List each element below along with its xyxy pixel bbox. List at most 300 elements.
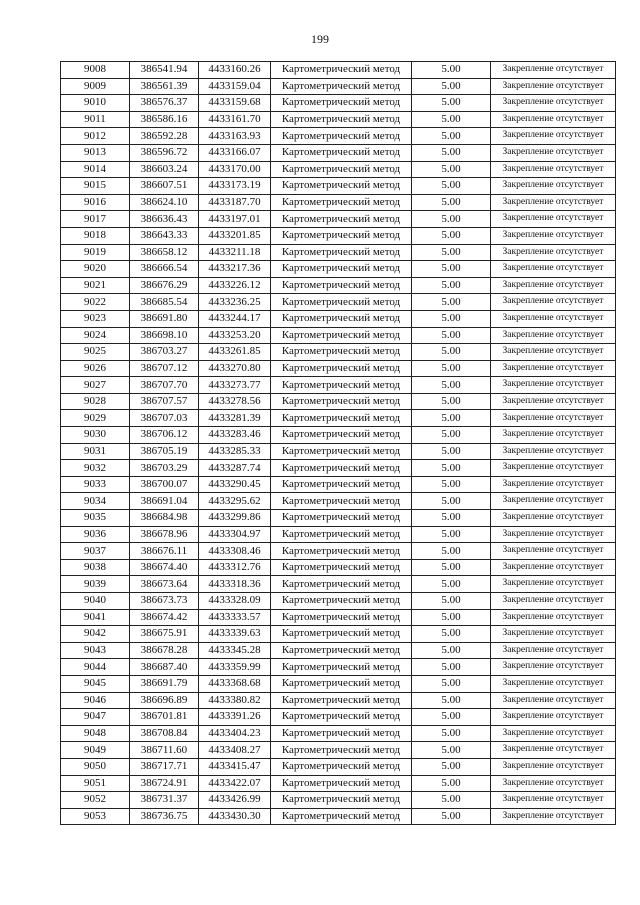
method-cell: Картометрический метод (271, 344, 412, 361)
method-cell: Картометрический метод (271, 543, 412, 560)
method-cell: Картометрический метод (271, 294, 412, 311)
method-cell: Картометрический метод (271, 161, 412, 178)
accuracy-cell: 5.00 (412, 244, 491, 261)
y-coordinate-cell: 4433328.09 (199, 593, 271, 610)
method-cell: Картометрический метод (271, 642, 412, 659)
x-coordinate-cell: 386658.12 (130, 244, 199, 261)
y-coordinate-cell: 4433278.56 (199, 393, 271, 410)
point-number-cell: 9050 (61, 758, 130, 775)
table-row (61, 609, 616, 626)
fixation-cell: Закрепление отсутствует (491, 808, 616, 825)
accuracy-cell: 5.00 (412, 128, 491, 145)
table-row (61, 675, 616, 692)
accuracy-cell: 5.00 (412, 178, 491, 195)
y-coordinate-cell: 4433368.68 (199, 675, 271, 692)
fixation-cell: Закрепление отсутствует (491, 427, 616, 444)
accuracy-cell: 5.00 (412, 526, 491, 543)
y-coordinate-cell: 4433187.70 (199, 194, 271, 211)
point-number-cell: 9024 (61, 327, 130, 344)
table-row (61, 725, 616, 742)
method-cell: Картометрический метод (271, 178, 412, 195)
method-cell: Картометрический метод (271, 261, 412, 278)
accuracy-cell: 5.00 (412, 62, 491, 79)
table-row (61, 393, 616, 410)
table-row (61, 792, 616, 809)
point-number-cell: 9018 (61, 227, 130, 244)
table-row (61, 78, 616, 95)
x-coordinate-cell: 386707.12 (130, 360, 199, 377)
method-cell: Картометрический метод (271, 310, 412, 327)
y-coordinate-cell: 4433159.68 (199, 95, 271, 112)
x-coordinate-cell: 386717.71 (130, 758, 199, 775)
fixation-cell: Закрепление отсутствует (491, 675, 616, 692)
fixation-cell: Закрепление отсутствует (491, 576, 616, 593)
accuracy-cell: 5.00 (412, 78, 491, 95)
x-coordinate-cell: 386675.91 (130, 626, 199, 643)
x-coordinate-cell: 386596.72 (130, 144, 199, 161)
x-coordinate-cell: 386691.80 (130, 310, 199, 327)
accuracy-cell: 5.00 (412, 692, 491, 709)
accuracy-cell: 5.00 (412, 675, 491, 692)
method-cell: Картометрический метод (271, 792, 412, 809)
table-row (61, 95, 616, 112)
point-number-cell: 9038 (61, 559, 130, 576)
x-coordinate-cell: 386691.04 (130, 493, 199, 510)
fixation-cell: Закрепление отсутствует (491, 393, 616, 410)
accuracy-cell: 5.00 (412, 410, 491, 427)
y-coordinate-cell: 4433295.62 (199, 493, 271, 510)
method-cell: Картометрический метод (271, 393, 412, 410)
x-coordinate-cell: 386691.79 (130, 675, 199, 692)
table-row (61, 692, 616, 709)
y-coordinate-cell: 4433281.39 (199, 410, 271, 427)
x-coordinate-cell: 386541.94 (130, 62, 199, 79)
x-coordinate-cell: 386707.70 (130, 377, 199, 394)
x-coordinate-cell: 386586.16 (130, 111, 199, 128)
table-row (61, 775, 616, 792)
y-coordinate-cell: 4433415.47 (199, 758, 271, 775)
y-coordinate-cell: 4433404.23 (199, 725, 271, 742)
x-coordinate-cell: 386636.43 (130, 211, 199, 228)
method-cell: Картометрический метод (271, 360, 412, 377)
fixation-cell: Закрепление отсутствует (491, 294, 616, 311)
x-coordinate-cell: 386736.75 (130, 808, 199, 825)
fixation-cell: Закрепление отсутствует (491, 111, 616, 128)
x-coordinate-cell: 386706.12 (130, 427, 199, 444)
table-row (61, 758, 616, 775)
point-number-cell: 9045 (61, 675, 130, 692)
x-coordinate-cell: 386687.40 (130, 659, 199, 676)
x-coordinate-cell: 386707.03 (130, 410, 199, 427)
table-row (61, 194, 616, 211)
table-row (61, 327, 616, 344)
point-number-cell: 9017 (61, 211, 130, 228)
method-cell: Картометрический метод (271, 111, 412, 128)
page-number: 199 (311, 32, 329, 46)
y-coordinate-cell: 4433308.46 (199, 543, 271, 560)
y-coordinate-cell: 4433166.07 (199, 144, 271, 161)
accuracy-cell: 5.00 (412, 294, 491, 311)
fixation-cell: Закрепление отсутствует (491, 95, 616, 112)
point-number-cell: 9039 (61, 576, 130, 593)
y-coordinate-cell: 4433159.04 (199, 78, 271, 95)
table-row (61, 709, 616, 726)
method-cell: Картометрический метод (271, 211, 412, 228)
fixation-cell: Закрепление отсутствует (491, 244, 616, 261)
accuracy-cell: 5.00 (412, 659, 491, 676)
x-coordinate-cell: 386703.27 (130, 344, 199, 361)
table-row (61, 144, 616, 161)
y-coordinate-cell: 4433345.28 (199, 642, 271, 659)
accuracy-cell: 5.00 (412, 194, 491, 211)
table-row (61, 493, 616, 510)
table-row (61, 128, 616, 145)
accuracy-cell: 5.00 (412, 609, 491, 626)
y-coordinate-cell: 4433333.57 (199, 609, 271, 626)
table-row (61, 360, 616, 377)
fixation-cell: Закрепление отсутствует (491, 178, 616, 195)
point-number-cell: 9030 (61, 427, 130, 444)
table-row (61, 227, 616, 244)
accuracy-cell: 5.00 (412, 543, 491, 560)
y-coordinate-cell: 4433261.85 (199, 344, 271, 361)
x-coordinate-cell: 386643.33 (130, 227, 199, 244)
fixation-cell: Закрепление отсутствует (491, 327, 616, 344)
fixation-cell: Закрепление отсутствует (491, 460, 616, 477)
y-coordinate-cell: 4433217.36 (199, 261, 271, 278)
x-coordinate-cell: 386624.10 (130, 194, 199, 211)
fixation-cell: Закрепление отсутствует (491, 144, 616, 161)
x-coordinate-cell: 386696.89 (130, 692, 199, 709)
point-number-cell: 9008 (61, 62, 130, 79)
x-coordinate-cell: 386711.60 (130, 742, 199, 759)
method-cell: Картометрический метод (271, 95, 412, 112)
fixation-cell: Закрепление отсутствует (491, 161, 616, 178)
table-row (61, 510, 616, 527)
method-cell: Картометрический метод (271, 410, 412, 427)
x-coordinate-cell: 386707.57 (130, 393, 199, 410)
coordinates-table (60, 61, 616, 825)
x-coordinate-cell: 386666.54 (130, 261, 199, 278)
point-number-cell: 9044 (61, 659, 130, 676)
x-coordinate-cell: 386676.29 (130, 277, 199, 294)
point-number-cell: 9011 (61, 111, 130, 128)
fixation-cell: Закрепление отсутствует (491, 128, 616, 145)
x-coordinate-cell: 386607.51 (130, 178, 199, 195)
y-coordinate-cell: 4433236.25 (199, 294, 271, 311)
fixation-cell: Закрепление отсутствует (491, 626, 616, 643)
point-number-cell: 9048 (61, 725, 130, 742)
y-coordinate-cell: 4433285.33 (199, 443, 271, 460)
y-coordinate-cell: 4433318.36 (199, 576, 271, 593)
fixation-cell: Закрепление отсутствует (491, 78, 616, 95)
x-coordinate-cell: 386678.28 (130, 642, 199, 659)
point-number-cell: 9041 (61, 609, 130, 626)
method-cell: Картометрический метод (271, 692, 412, 709)
point-number-cell: 9016 (61, 194, 130, 211)
method-cell: Картометрический метод (271, 559, 412, 576)
method-cell: Картометрический метод (271, 675, 412, 692)
fixation-cell: Закрепление отсутствует (491, 194, 616, 211)
method-cell: Картометрический метод (271, 227, 412, 244)
point-number-cell: 9025 (61, 344, 130, 361)
y-coordinate-cell: 4433359.99 (199, 659, 271, 676)
accuracy-cell: 5.00 (412, 792, 491, 809)
accuracy-cell: 5.00 (412, 227, 491, 244)
table-row (61, 410, 616, 427)
x-coordinate-cell: 386576.37 (130, 95, 199, 112)
table-row (61, 642, 616, 659)
table-row (61, 476, 616, 493)
y-coordinate-cell: 4433244.17 (199, 310, 271, 327)
table-row (61, 111, 616, 128)
point-number-cell: 9023 (61, 310, 130, 327)
accuracy-cell: 5.00 (412, 344, 491, 361)
accuracy-cell: 5.00 (412, 161, 491, 178)
fixation-cell: Закрепление отсутствует (491, 609, 616, 626)
point-number-cell: 9020 (61, 261, 130, 278)
method-cell: Картометрический метод (271, 476, 412, 493)
fixation-cell: Закрепление отсутствует (491, 725, 616, 742)
accuracy-cell: 5.00 (412, 493, 491, 510)
point-number-cell: 9047 (61, 709, 130, 726)
point-number-cell: 9031 (61, 443, 130, 460)
fixation-cell: Закрепление отсутствует (491, 758, 616, 775)
table-row (61, 543, 616, 560)
point-number-cell: 9019 (61, 244, 130, 261)
x-coordinate-cell: 386708.84 (130, 725, 199, 742)
x-coordinate-cell: 386701.81 (130, 709, 199, 726)
point-number-cell: 9012 (61, 128, 130, 145)
point-number-cell: 9022 (61, 294, 130, 311)
table-row (61, 377, 616, 394)
accuracy-cell: 5.00 (412, 709, 491, 726)
y-coordinate-cell: 4433304.97 (199, 526, 271, 543)
x-coordinate-cell: 386705.19 (130, 443, 199, 460)
x-coordinate-cell: 386685.54 (130, 294, 199, 311)
accuracy-cell: 5.00 (412, 576, 491, 593)
method-cell: Картометрический метод (271, 194, 412, 211)
table-row (61, 344, 616, 361)
x-coordinate-cell: 386673.73 (130, 593, 199, 610)
method-cell: Картометрический метод (271, 609, 412, 626)
fixation-cell: Закрепление отсутствует (491, 227, 616, 244)
fixation-cell: Закрепление отсутствует (491, 344, 616, 361)
accuracy-cell: 5.00 (412, 211, 491, 228)
fixation-cell: Закрепление отсутствует (491, 742, 616, 759)
y-coordinate-cell: 4433430.30 (199, 808, 271, 825)
method-cell: Картометрический метод (271, 526, 412, 543)
point-number-cell: 9040 (61, 593, 130, 610)
method-cell: Картометрический метод (271, 493, 412, 510)
table-row (61, 244, 616, 261)
y-coordinate-cell: 4433163.93 (199, 128, 271, 145)
y-coordinate-cell: 4433287.74 (199, 460, 271, 477)
accuracy-cell: 5.00 (412, 808, 491, 825)
y-coordinate-cell: 4433253.20 (199, 327, 271, 344)
accuracy-cell: 5.00 (412, 95, 491, 112)
y-coordinate-cell: 4433270.80 (199, 360, 271, 377)
fixation-cell: Закрепление отсутствует (491, 659, 616, 676)
y-coordinate-cell: 4433201.85 (199, 227, 271, 244)
y-coordinate-cell: 4433226.12 (199, 277, 271, 294)
table-row (61, 427, 616, 444)
y-coordinate-cell: 4433170.00 (199, 161, 271, 178)
accuracy-cell: 5.00 (412, 310, 491, 327)
y-coordinate-cell: 4433391.26 (199, 709, 271, 726)
point-number-cell: 9014 (61, 161, 130, 178)
method-cell: Картометрический метод (271, 427, 412, 444)
fixation-cell: Закрепление отсутствует (491, 443, 616, 460)
method-cell: Картометрический метод (271, 758, 412, 775)
accuracy-cell: 5.00 (412, 758, 491, 775)
accuracy-cell: 5.00 (412, 360, 491, 377)
point-number-cell: 9052 (61, 792, 130, 809)
method-cell: Картометрический метод (271, 709, 412, 726)
x-coordinate-cell: 386698.10 (130, 327, 199, 344)
method-cell: Картометрический метод (271, 144, 412, 161)
table-row (61, 626, 616, 643)
accuracy-cell: 5.00 (412, 460, 491, 477)
table-row (61, 310, 616, 327)
x-coordinate-cell: 386603.24 (130, 161, 199, 178)
table-row (61, 659, 616, 676)
y-coordinate-cell: 4433422.07 (199, 775, 271, 792)
x-coordinate-cell: 386592.28 (130, 128, 199, 145)
method-cell: Картометрический метод (271, 377, 412, 394)
method-cell: Картометрический метод (271, 659, 412, 676)
fixation-cell: Закрепление отсутствует (491, 261, 616, 278)
point-number-cell: 9028 (61, 393, 130, 410)
table-row (61, 559, 616, 576)
y-coordinate-cell: 4433197.01 (199, 211, 271, 228)
method-cell: Картометрический метод (271, 62, 412, 79)
fixation-cell: Закрепление отсутствует (491, 510, 616, 527)
fixation-cell: Закрепление отсутствует (491, 493, 616, 510)
x-coordinate-cell: 386676.11 (130, 543, 199, 560)
point-number-cell: 9010 (61, 95, 130, 112)
point-number-cell: 9032 (61, 460, 130, 477)
accuracy-cell: 5.00 (412, 377, 491, 394)
method-cell: Картометрический метод (271, 443, 412, 460)
fixation-cell: Закрепление отсутствует (491, 310, 616, 327)
method-cell: Картометрический метод (271, 808, 412, 825)
x-coordinate-cell: 386674.40 (130, 559, 199, 576)
y-coordinate-cell: 4433408.27 (199, 742, 271, 759)
accuracy-cell: 5.00 (412, 510, 491, 527)
x-coordinate-cell: 386724.91 (130, 775, 199, 792)
fixation-cell: Закрепление отсутствует (491, 543, 616, 560)
point-number-cell: 9046 (61, 692, 130, 709)
method-cell: Картометрический метод (271, 742, 412, 759)
table-row (61, 443, 616, 460)
fixation-cell: Закрепление отсутствует (491, 476, 616, 493)
accuracy-cell: 5.00 (412, 327, 491, 344)
table-row (61, 261, 616, 278)
table-body (61, 62, 616, 825)
y-coordinate-cell: 4433380.82 (199, 692, 271, 709)
table-row (61, 526, 616, 543)
accuracy-cell: 5.00 (412, 277, 491, 294)
fixation-cell: Закрепление отсутствует (491, 559, 616, 576)
accuracy-cell: 5.00 (412, 111, 491, 128)
fixation-cell: Закрепление отсутствует (491, 360, 616, 377)
fixation-cell: Закрепление отсутствует (491, 62, 616, 79)
x-coordinate-cell: 386673.64 (130, 576, 199, 593)
point-number-cell: 9021 (61, 277, 130, 294)
table-row (61, 460, 616, 477)
accuracy-cell: 5.00 (412, 775, 491, 792)
y-coordinate-cell: 4433290.45 (199, 476, 271, 493)
x-coordinate-cell: 386561.39 (130, 78, 199, 95)
fixation-cell: Закрепление отсутствует (491, 642, 616, 659)
method-cell: Картометрический метод (271, 576, 412, 593)
fixation-cell: Закрепление отсутствует (491, 692, 616, 709)
accuracy-cell: 5.00 (412, 427, 491, 444)
y-coordinate-cell: 4433211.18 (199, 244, 271, 261)
method-cell: Картометрический метод (271, 510, 412, 527)
point-number-cell: 9033 (61, 476, 130, 493)
fixation-cell: Закрепление отсутствует (491, 410, 616, 427)
fixation-cell: Закрепление отсутствует (491, 709, 616, 726)
y-coordinate-cell: 4433173.19 (199, 178, 271, 195)
method-cell: Картометрический метод (271, 277, 412, 294)
accuracy-cell: 5.00 (412, 742, 491, 759)
point-number-cell: 9013 (61, 144, 130, 161)
fixation-cell: Закрепление отсутствует (491, 277, 616, 294)
accuracy-cell: 5.00 (412, 144, 491, 161)
accuracy-cell: 5.00 (412, 261, 491, 278)
table-row (61, 161, 616, 178)
point-number-cell: 9051 (61, 775, 130, 792)
point-number-cell: 9015 (61, 178, 130, 195)
fixation-cell: Закрепление отсутствует (491, 377, 616, 394)
y-coordinate-cell: 4433161.70 (199, 111, 271, 128)
fixation-cell: Закрепление отсутствует (491, 526, 616, 543)
point-number-cell: 9027 (61, 377, 130, 394)
accuracy-cell: 5.00 (412, 725, 491, 742)
accuracy-cell: 5.00 (412, 559, 491, 576)
accuracy-cell: 5.00 (412, 642, 491, 659)
method-cell: Картометрический метод (271, 460, 412, 477)
accuracy-cell: 5.00 (412, 393, 491, 410)
accuracy-cell: 5.00 (412, 476, 491, 493)
point-number-cell: 9009 (61, 78, 130, 95)
method-cell: Картометрический метод (271, 725, 412, 742)
y-coordinate-cell: 4433299.86 (199, 510, 271, 527)
x-coordinate-cell: 386700.07 (130, 476, 199, 493)
x-coordinate-cell: 386674.42 (130, 609, 199, 626)
method-cell: Картометрический метод (271, 775, 412, 792)
point-number-cell: 9037 (61, 543, 130, 560)
table-row (61, 593, 616, 610)
y-coordinate-cell: 4433283.46 (199, 427, 271, 444)
y-coordinate-cell: 4433426.99 (199, 792, 271, 809)
point-number-cell: 9036 (61, 526, 130, 543)
method-cell: Картометрический метод (271, 626, 412, 643)
point-number-cell: 9043 (61, 642, 130, 659)
table-row (61, 62, 616, 79)
table-row (61, 808, 616, 825)
method-cell: Картометрический метод (271, 128, 412, 145)
y-coordinate-cell: 4433312.76 (199, 559, 271, 576)
point-number-cell: 9026 (61, 360, 130, 377)
point-number-cell: 9029 (61, 410, 130, 427)
fixation-cell: Закрепление отсутствует (491, 211, 616, 228)
table-row (61, 294, 616, 311)
x-coordinate-cell: 386703.29 (130, 460, 199, 477)
table-row (61, 742, 616, 759)
